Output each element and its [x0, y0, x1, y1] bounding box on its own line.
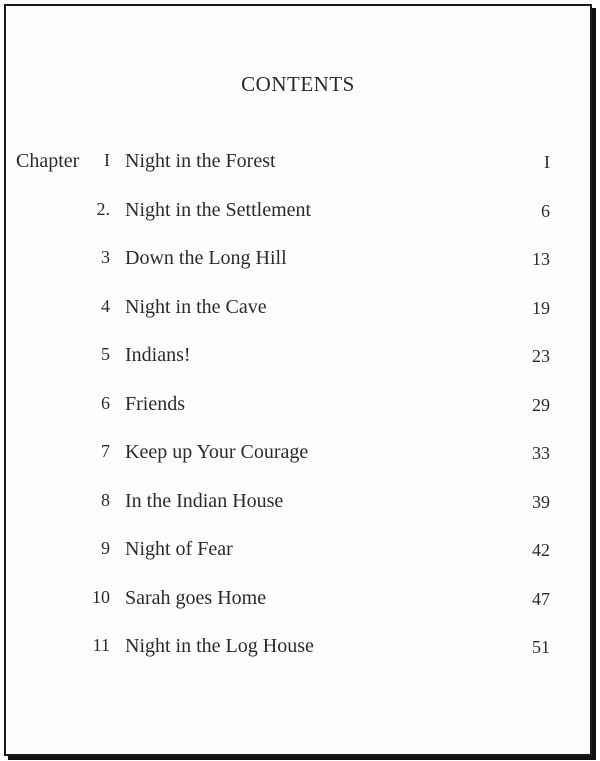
chapter-number: 3	[101, 247, 110, 267]
page-number: 29	[532, 394, 550, 415]
chapter-number: 6	[101, 392, 110, 413]
toc-entry	[6, 247, 590, 296]
table-of-contents	[6, 150, 590, 684]
chapter-number: 2.	[96, 198, 110, 219]
chapter-title: Night in the Log House	[125, 635, 314, 657]
toc-entry	[6, 635, 590, 684]
page-number: 23	[532, 346, 550, 366]
page-number: 47	[532, 588, 550, 609]
chapter-number: 7	[101, 441, 110, 461]
chapter-title: Down the Long Hill	[125, 247, 287, 269]
toc-entry	[6, 344, 590, 393]
chapter-title: Sarah goes Home	[125, 586, 267, 609]
chapter-number: 4	[101, 295, 110, 316]
chapter-number: 11	[92, 635, 110, 655]
chapter-title: Night in the Settlement	[125, 198, 312, 221]
page-number: 6	[541, 200, 550, 221]
page-number: 33	[532, 443, 550, 463]
toc-entry	[6, 441, 590, 490]
chapter-number: I	[104, 150, 110, 170]
toc-entry	[6, 393, 590, 442]
page-number: 13	[532, 249, 550, 269]
toc-entry	[6, 150, 590, 199]
chapter-title: Night in the Cave	[125, 295, 267, 318]
book-page	[4, 4, 592, 756]
chapter-title: Night of Fear	[125, 538, 233, 560]
toc-entry	[6, 538, 590, 587]
page-title: CONTENTS	[241, 72, 355, 96]
chapter-word: Chapter	[16, 150, 80, 172]
toc-entry	[6, 199, 590, 248]
page-number: I	[544, 152, 550, 172]
toc-entry	[6, 587, 590, 636]
chapter-number: 9	[101, 538, 110, 558]
page-number: 42	[532, 540, 550, 560]
chapter-title: Indians!	[125, 344, 191, 366]
chapter-title: In the Indian House	[125, 489, 284, 512]
chapter-title: Friends	[125, 392, 185, 415]
chapter-title: Keep up Your Courage	[125, 441, 309, 463]
page-number: 51	[532, 637, 550, 657]
chapter-number: 5	[101, 344, 110, 364]
chapter-number: 8	[101, 489, 110, 510]
toc-entry	[6, 296, 590, 345]
page-number: 39	[532, 491, 550, 512]
toc-entry	[6, 490, 590, 539]
chapter-number: 10	[92, 586, 110, 607]
chapter-title: Night in the Forest	[125, 150, 276, 172]
page-number: 19	[532, 297, 550, 318]
